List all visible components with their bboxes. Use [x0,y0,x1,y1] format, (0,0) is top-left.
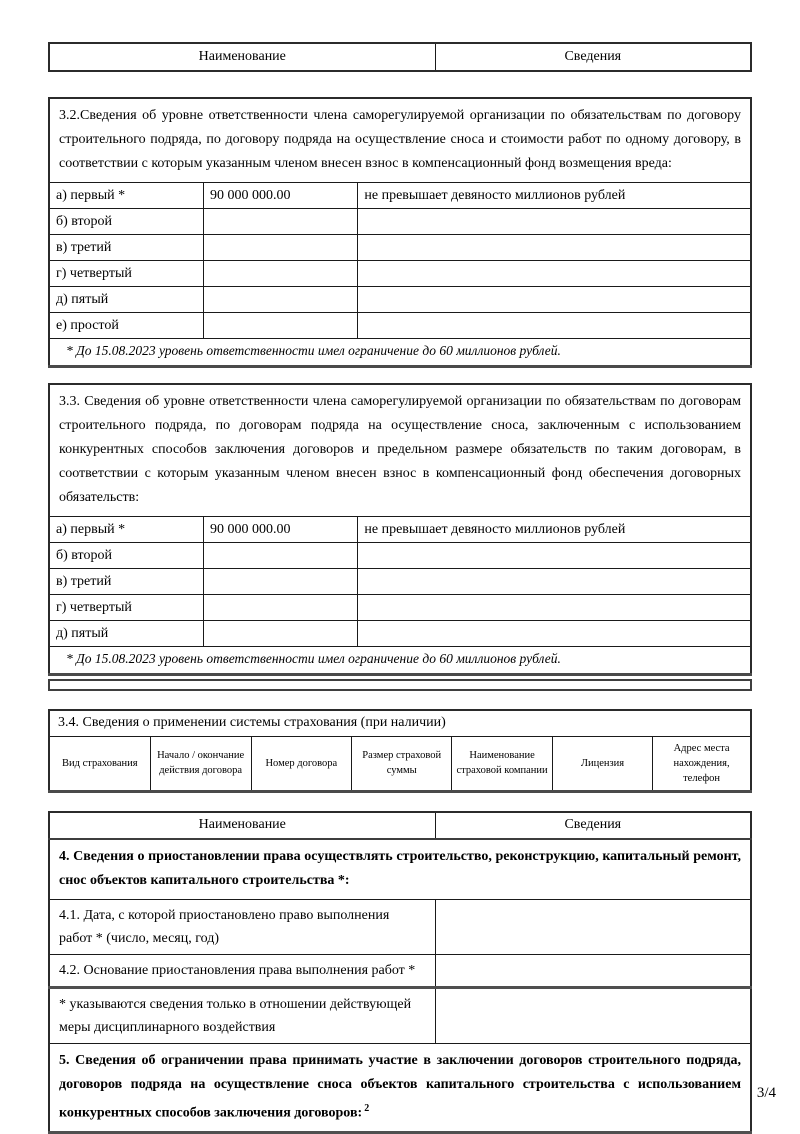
level-label: а) первый * [49,517,203,543]
section-3-4-table [48,709,752,793]
row-value [435,954,751,987]
column-header: Адрес места нахождения, телефон [653,736,751,791]
level-note [358,595,751,621]
table-row [49,736,751,791]
level-note: не превышает девяносто миллионов рублей [358,183,751,209]
row-value [435,899,751,954]
row-label: 4.1. Дата, с которой приостановлено право выполнения работ * (число, месяц, год) [49,899,435,954]
column-header: Размер страховой суммы [352,736,452,791]
table-row [49,595,751,621]
level-label: г) четвертый [49,595,203,621]
level-value [203,313,357,339]
level-note [358,313,751,339]
level-value [203,569,357,595]
table-row [49,569,751,595]
row-label: * указываются сведения только в отношении действующей меры дисциплинарного воздействия [49,987,435,1043]
level-label: д) пятый [49,287,203,313]
table-row [49,339,751,367]
table-row [49,98,751,183]
level-value [203,287,357,313]
table-row [49,235,751,261]
level-note [358,621,751,647]
table-row [49,1043,751,1133]
level-label: в) третий [49,235,203,261]
section-3-3-footnote: * До 15.08.2023 уровень ответственности имел ограничение до 60 миллионов рублей. [49,647,751,675]
section-4-table [48,811,752,1134]
level-note [358,543,751,569]
header-cell-name: Наименование [49,43,435,71]
column-header: Вид страхования [49,736,150,791]
level-value [203,595,357,621]
level-value [203,209,357,235]
table-row [49,287,751,313]
header-cell-name: Наименование [49,812,435,839]
level-label: б) второй [49,543,203,569]
table-row [49,954,751,987]
column-header: Начало / окончание действия договора [150,736,251,791]
section-3-4-title: 3.4. Сведения о применении системы страхования (при наличии) [49,710,751,736]
level-label: д) пятый [49,621,203,647]
level-note [358,261,751,287]
column-header: Лицензия [552,736,652,791]
table-row [49,517,751,543]
section-3-3-paragraph: 3.3. Сведения об уровне ответственности члена саморегулируемой организации по обязательствам по договорам строительного подряда, по договорам подряда на осуществление сноса, заключенным с использованием конкурентных способов заключения договоров и предельном размере обязательств по таким договорам, в соответствии с которым указанным членом внесен взнос в компенсационный фонд обеспечения договорных обязательств: [49,384,751,517]
table-row [49,543,751,569]
level-label: в) третий [49,569,203,595]
table-row [49,899,751,954]
table-row [49,812,751,839]
level-value [203,543,357,569]
column-header: Номер договора [251,736,351,791]
level-note [358,235,751,261]
row-label: 4.2. Основание приостановления права выполнения работ * [49,954,435,987]
header-cell-details: Сведения [435,812,751,839]
column-header: Наименование страховой компании [452,736,552,791]
section-3-2-table [48,97,752,368]
section-4-heading: 4. Сведения о приостановлении права осуществлять строительство, реконструкцию, капитальный ремонт, снос объектов капитального строительства *: [49,839,751,900]
table-row [49,710,751,736]
level-label: б) второй [49,209,203,235]
level-label: а) первый * [49,183,203,209]
row-value [435,987,751,1043]
level-value [203,235,357,261]
level-value: 90 000 000.00 [203,517,357,543]
table-row [49,43,751,71]
level-value [203,621,357,647]
footnote-reference: 2 [364,1103,369,1114]
section-5-heading [49,1043,751,1133]
table-row [49,261,751,287]
section-3-3-table [48,383,752,676]
level-value [203,261,357,287]
empty-divider-box [48,679,752,691]
table-row [49,621,751,647]
table-row [49,839,751,900]
level-note: не превышает девяносто миллионов рублей [358,517,751,543]
section-3-2-footnote: * До 15.08.2023 уровень ответственности имел ограничение до 60 миллионов рублей. [49,339,751,367]
section-3-2-paragraph: 3.2.Сведения об уровне ответственности члена саморегулируемой организации по обязательствам по договору строительного подряда, по договору подряда на осуществление сноса и стоимости работ по одному договору, в соответствии с которым указанным членом внесен взнос в компенсационный фонд возмещения вреда: [49,98,751,183]
header-table [48,42,752,72]
level-note [358,209,751,235]
table-row [49,384,751,517]
table-row [49,987,751,1043]
level-note [358,569,751,595]
level-value: 90 000 000.00 [203,183,357,209]
table-row [49,647,751,675]
table-row [49,313,751,339]
table-row [49,209,751,235]
level-note [358,287,751,313]
page-number: 3/4 [757,1085,776,1102]
level-label: г) четвертый [49,261,203,287]
table-row [49,183,751,209]
header-cell-details: Сведения [435,43,751,71]
level-label: е) простой [49,313,203,339]
document-page [48,42,752,1134]
section-5-heading-text: 5. Сведения об ограничении права принимать участие в заключении договоров строительного подряда, договоров подряда на осуществление сноса объектов капитального строительства с использованием конкурентных способов заключения договоров: [59,1053,741,1121]
